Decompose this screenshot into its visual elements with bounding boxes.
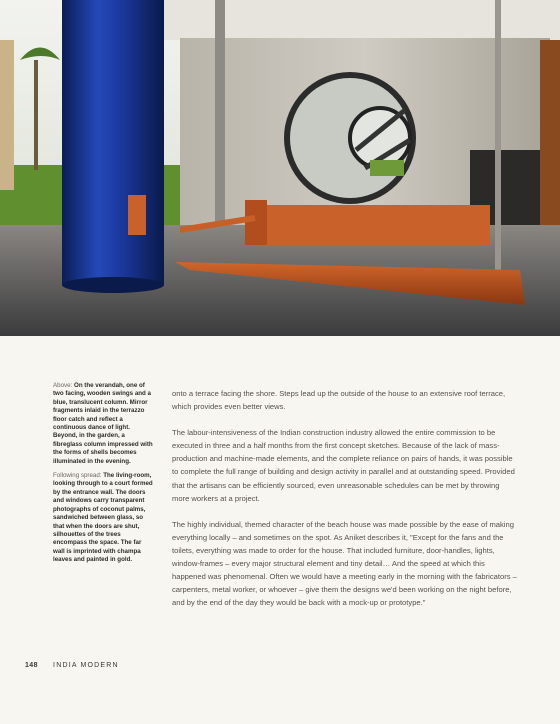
body-paragraph: onto a terrace facing the shore. Steps lead up the outside of the house to an extensive roof terrace, which provides even better views.: [172, 389, 506, 412]
page-body: [0, 336, 560, 724]
main-text-column: [172, 387, 518, 622]
caption-text: On the verandah, one of two facing, wooden swings and a blue, translucent column. Mirror fragments inlaid in the terrazzo floor catch and reflect a continuous dance of light. Beyond, in the garden, a fibreglass column impressed with the forms of shells becomes illuminated in the evening.: [53, 382, 153, 465]
photo-caption: [53, 382, 153, 571]
running-title: INDIA MODERN: [53, 662, 119, 669]
caption-lead: Above:: [53, 382, 73, 389]
body-paragraph: The highly individual, themed character of the beach house was made possible by the ease of making everything locally – and sometimes on the spot. As Aniket describes it, "Except for the fans and the toilets, everything was made to order for the house. That included furniture, door-handles, lights, window-frames – every major structural element and tiny detail… And the speed at which this happened was phenomenal. Often we would have a meeting early in the morning with the fabricators – carpenters, metal worker, or whoever – give them the designs we'd been working on the night before, and by the end of the day they would be back with a mock-up or prototype.": [172, 519, 517, 608]
caption-paragraph: [53, 472, 153, 564]
caption-paragraph: [53, 382, 153, 466]
page-number: 148: [25, 662, 38, 669]
verandah-illustration: [0, 0, 560, 336]
verandah-photo: [0, 0, 560, 336]
page-footer: [25, 662, 119, 669]
body-paragraph: The labour-intensiveness of the Indian construction industry allowed the entire commission to be executed in three and a half months from the first concept sketches. Because of the lack of mass-production and machine-made elements, and the complete reliance on pairs of hands, it was possible to complete the full range of building and design activity in parallel and at outstanding speed. Provided that the artisans can be efficiently sourced, even unreasonable schedules can be met by throwing more workers at a project.: [172, 428, 515, 503]
caption-text: The living-room, looking through to a court formed by the entrance wall. The doors and windows carry transparent photographs of coconut palms, sandwiched between glass, so that when the doors are shut, silhouettes of the trees encompass the space. The far wall is imprinted with champa leaves and painted in gold.: [53, 472, 153, 564]
caption-lead: Following spread:: [53, 472, 102, 480]
